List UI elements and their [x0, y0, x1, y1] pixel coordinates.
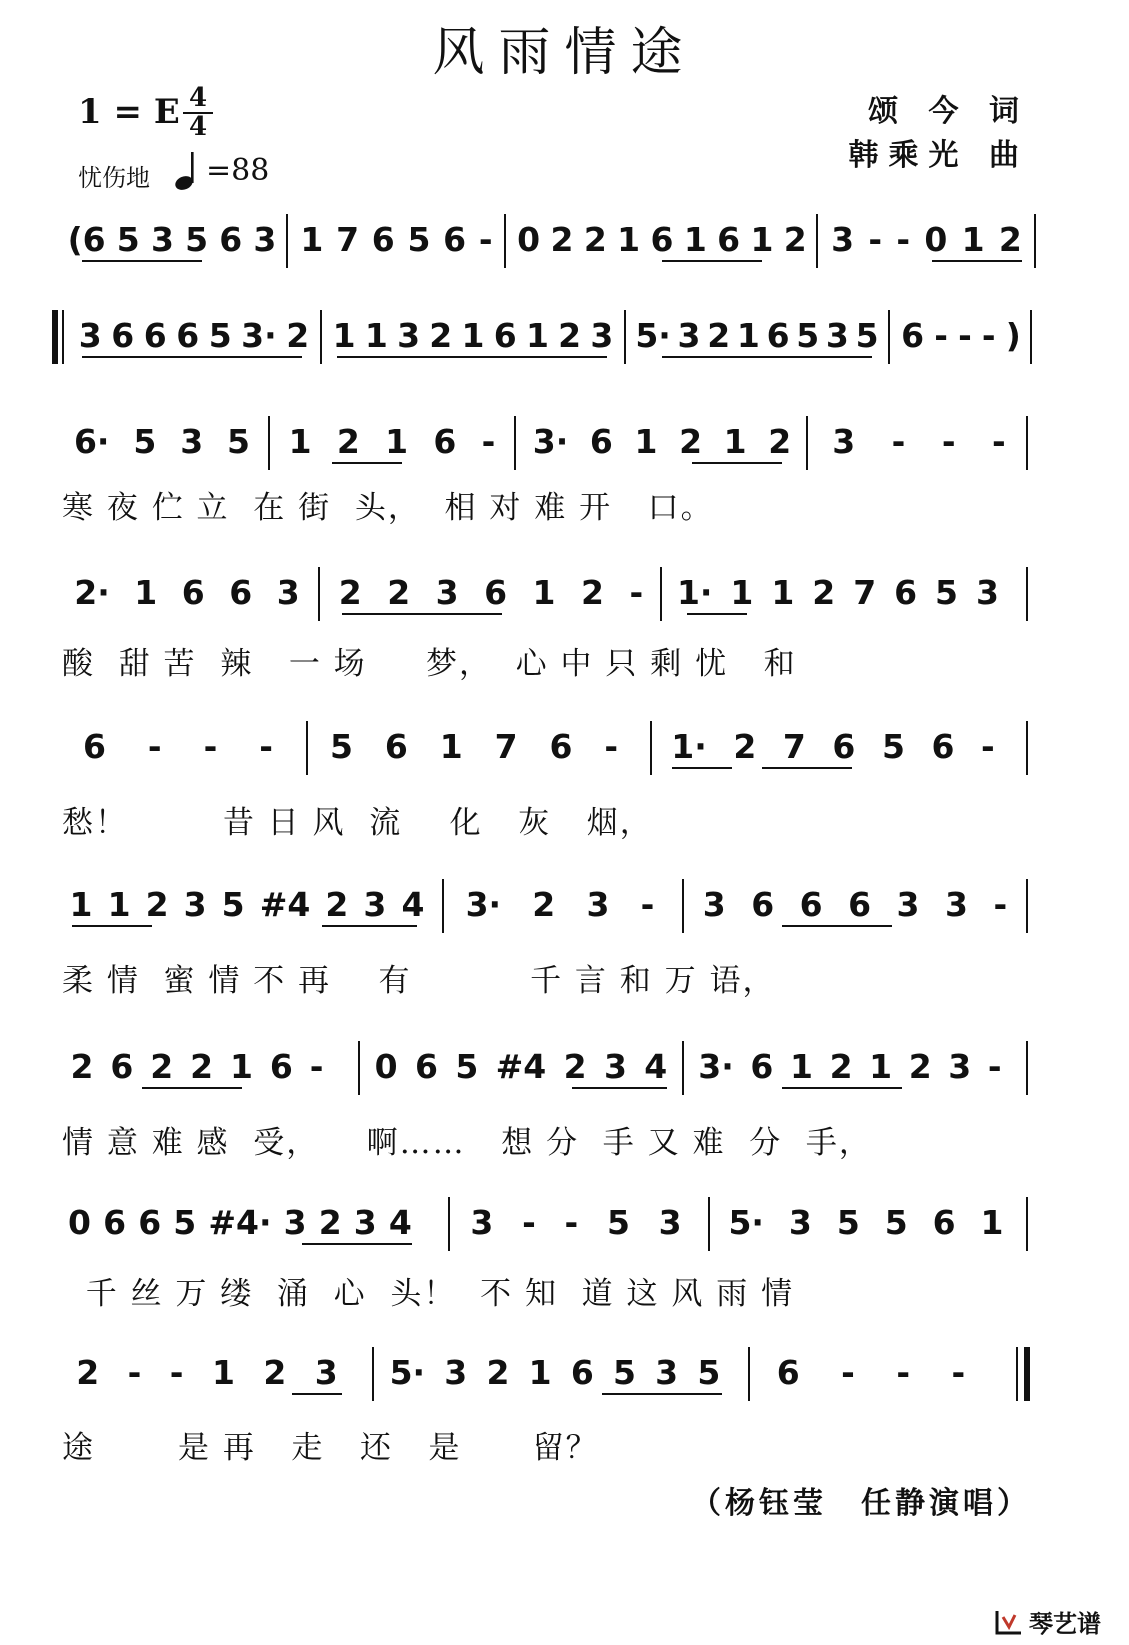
measure — [62, 571, 312, 615]
page-title: 风雨情途 — [432, 23, 697, 83]
measure — [62, 218, 282, 262]
note: 6 — [570, 1353, 594, 1392]
note: 1 — [723, 422, 747, 461]
note: 5 — [208, 316, 232, 355]
note: 3 — [353, 1203, 377, 1242]
bar-line — [1026, 416, 1028, 470]
measure — [328, 314, 618, 358]
note: 7 — [853, 573, 877, 612]
note: - — [868, 220, 883, 259]
bar-line — [268, 416, 270, 470]
note: 1 — [134, 573, 158, 612]
measure — [62, 725, 294, 769]
note: 6 — [894, 573, 918, 612]
lyric-line: 途 是 再 走 还 是 留？ — [62, 1430, 599, 1466]
note: 1 — [69, 885, 93, 924]
note: 5 — [329, 727, 353, 766]
score-row-6 — [62, 875, 1042, 935]
measure — [62, 1045, 332, 1089]
note: 6 — [111, 316, 135, 355]
measure — [896, 314, 1026, 358]
note: 4 — [401, 885, 425, 924]
note: 6 — [776, 1353, 800, 1392]
bar-line — [62, 310, 64, 364]
note: 2 — [486, 1353, 510, 1392]
note: - — [941, 422, 956, 461]
measure — [824, 218, 1029, 262]
measure — [668, 571, 1008, 615]
note: 5 — [697, 1353, 721, 1392]
note: 3 — [78, 316, 102, 355]
note: - — [629, 573, 644, 612]
bar-line — [650, 721, 652, 775]
note: 1 — [364, 316, 388, 355]
note: 3 — [314, 1353, 338, 1392]
note: 6 — [799, 885, 823, 924]
note: 2 — [318, 1203, 342, 1242]
measure — [380, 1351, 730, 1395]
measure — [62, 883, 432, 927]
note: 6 — [371, 220, 395, 259]
tempo-mark: =88 — [206, 153, 270, 188]
note: - — [891, 422, 906, 461]
score-row-9 — [62, 1343, 1042, 1403]
note: 1· — [676, 573, 713, 612]
note: 5· — [389, 1353, 426, 1392]
score-row-8 — [62, 1193, 1042, 1253]
note: 3 — [975, 573, 999, 612]
note: #4· — [208, 1203, 272, 1242]
measure — [522, 420, 802, 464]
note: 4 — [388, 1203, 412, 1242]
note: 1 — [617, 220, 641, 259]
note: 5· — [728, 1203, 764, 1242]
note: 1 — [750, 220, 774, 259]
note: #4 — [495, 1047, 547, 1086]
note: - — [604, 727, 619, 766]
note: 3 — [180, 422, 204, 461]
note: 3 — [677, 316, 701, 355]
note: 1 — [461, 316, 485, 355]
note: 6 — [219, 220, 243, 259]
note: 6 — [751, 885, 775, 924]
measure — [74, 314, 314, 358]
note: 0 — [374, 1047, 398, 1086]
note: 6 — [143, 316, 167, 355]
note: 5 — [133, 422, 157, 461]
score-row-3 — [62, 412, 1042, 472]
note: 3 — [276, 573, 300, 612]
bar-line — [1034, 214, 1036, 268]
note: - — [127, 1353, 142, 1392]
note: 2 — [263, 1353, 287, 1392]
score-row-5 — [62, 717, 1042, 777]
note: 5 — [407, 220, 431, 259]
repeat-start-bar — [52, 310, 58, 364]
bar-line — [748, 1347, 750, 1401]
bar-line — [660, 567, 662, 621]
measure — [512, 218, 812, 262]
bar-line — [682, 1041, 684, 1095]
measure — [456, 1201, 696, 1245]
note: 6 — [484, 573, 508, 612]
note: - — [958, 316, 972, 355]
note: 6 — [766, 316, 790, 355]
note: 3· — [532, 422, 569, 461]
note: 3 — [586, 885, 610, 924]
measure — [276, 420, 508, 464]
bar-line — [1016, 1347, 1018, 1401]
note: 3 — [590, 316, 614, 355]
note: 6 — [181, 573, 205, 612]
bar-line — [286, 214, 288, 268]
note: 6 — [589, 422, 613, 461]
note: - — [981, 316, 996, 355]
note: #4 — [259, 885, 311, 924]
note: 3· — [241, 316, 277, 355]
note: 5 — [612, 1353, 636, 1392]
note: 2 — [563, 1047, 587, 1086]
note: 1 — [332, 316, 356, 355]
note: 1 — [532, 573, 556, 612]
lyricist-credit: 颂 今 词 — [868, 94, 1029, 129]
note: 0 — [517, 220, 541, 259]
measure — [326, 571, 656, 615]
note: 6 — [932, 1203, 956, 1242]
note: 2 — [190, 1047, 214, 1086]
score-row-2 — [62, 306, 1042, 366]
note: 5 — [855, 316, 879, 355]
bar-line — [1026, 1197, 1028, 1251]
note: 5 — [796, 316, 820, 355]
note: - — [147, 727, 162, 766]
note: 3 — [363, 885, 387, 924]
bar-line — [514, 416, 516, 470]
note: 2 — [286, 316, 310, 355]
note: 2 — [532, 885, 556, 924]
note: - — [478, 220, 493, 259]
note: - — [309, 1047, 324, 1086]
note: - — [981, 727, 995, 766]
measure — [314, 725, 634, 769]
note: - — [993, 885, 1008, 924]
note: 2 — [768, 422, 792, 461]
note: 7 — [494, 727, 518, 766]
time-signature-top: 4 — [188, 83, 208, 113]
note: 5 — [227, 422, 251, 461]
bar-line — [806, 416, 808, 470]
note: 6 — [176, 316, 200, 355]
note: 3 — [788, 1203, 812, 1242]
note: 3 — [655, 1353, 679, 1392]
note: - — [522, 1203, 536, 1242]
note: 1 — [980, 1203, 1004, 1242]
note: 5 — [881, 727, 905, 766]
note: 2 — [829, 1047, 853, 1086]
note: 2 — [998, 220, 1022, 259]
note: 6 — [82, 727, 106, 766]
note: 2 — [336, 422, 360, 461]
bar-line — [1026, 1041, 1028, 1095]
note: 7 — [782, 727, 806, 766]
note: - — [259, 727, 273, 766]
note: 5 — [185, 220, 209, 259]
note: 2 — [325, 885, 349, 924]
note: - — [896, 1353, 911, 1392]
note: 3 — [183, 885, 207, 924]
expression-mark: 忧伤地 — [78, 164, 150, 192]
note: 6 — [384, 727, 408, 766]
note: 1 — [528, 1353, 552, 1392]
note: 6 — [138, 1203, 162, 1242]
note: 6 — [832, 727, 856, 766]
note: 3 — [283, 1203, 307, 1242]
bar-line — [306, 721, 308, 775]
note: 2 — [550, 220, 574, 259]
note: 5 — [455, 1047, 479, 1086]
note: 6 — [750, 1047, 774, 1086]
note: - — [934, 316, 948, 355]
note: 2 — [558, 316, 582, 355]
note: - — [640, 885, 655, 924]
note: 5 — [606, 1203, 630, 1242]
bar-line — [816, 214, 818, 268]
note: 3 — [896, 885, 920, 924]
lyric-line: 柔 情 蜜 情 不 再 有 千 言 和 万 语， — [62, 963, 776, 999]
note: 6 — [433, 422, 457, 461]
note: 6 — [443, 220, 467, 259]
bar-line — [504, 214, 506, 268]
note: 6 — [931, 727, 955, 766]
note: 3 — [253, 220, 277, 259]
note: - — [992, 422, 1006, 461]
bar-line — [358, 1041, 360, 1095]
bar-line — [682, 879, 684, 933]
note: 1 — [439, 727, 463, 766]
quarter-note-icon — [172, 148, 206, 192]
note: 2 — [733, 727, 757, 766]
note: 3· — [698, 1047, 734, 1086]
measure — [62, 1201, 418, 1245]
bar-line — [888, 310, 890, 364]
note: 3 — [470, 1203, 494, 1242]
note: - — [481, 422, 496, 461]
note: 7 — [336, 220, 360, 259]
note: 3 — [444, 1353, 468, 1392]
note: 2 — [145, 885, 169, 924]
note: 3 — [831, 220, 855, 259]
note: 1 — [869, 1047, 893, 1086]
time-signature-bottom: 4 — [188, 112, 208, 142]
final-bar — [1024, 1347, 1030, 1401]
note: 6 — [269, 1047, 293, 1086]
note: 5· — [635, 316, 671, 355]
bar-line — [318, 567, 320, 621]
note: 5 — [221, 885, 245, 924]
measure — [716, 1201, 1016, 1245]
measure — [690, 1045, 1010, 1089]
note: 2 — [338, 573, 362, 612]
note: 3 — [832, 422, 856, 461]
piano-logo-icon — [995, 1609, 1025, 1635]
note: 2· — [74, 573, 110, 612]
key-signature: 1 = E — [78, 92, 180, 132]
note: 6 — [901, 316, 925, 355]
measure — [294, 218, 499, 262]
note: 2 — [70, 1047, 94, 1086]
note: 1 — [961, 220, 985, 259]
note: 2 — [583, 220, 607, 259]
note: 5 — [935, 573, 958, 612]
note: 3 — [435, 573, 459, 612]
note: 1 — [107, 885, 131, 924]
note: 0 — [924, 220, 948, 259]
note: 2 — [581, 573, 604, 612]
bar-line — [708, 1197, 710, 1251]
bar-line — [442, 879, 444, 933]
note: 1 — [385, 422, 409, 461]
score-row-7 — [62, 1037, 1042, 1097]
note: 6 — [493, 316, 517, 355]
lyric-line: 愁！ 昔 日 风 流 化 灰 烟， — [62, 805, 653, 841]
note: - — [169, 1353, 184, 1392]
note: 6 — [717, 220, 741, 259]
measure — [658, 725, 1008, 769]
measure — [450, 883, 670, 927]
measure — [366, 1045, 676, 1089]
note: 6 — [415, 1047, 438, 1086]
bar-line — [1026, 567, 1028, 621]
note: 1 — [736, 316, 760, 355]
note: 1 — [634, 422, 658, 461]
note: 1 — [730, 573, 754, 612]
bar-line — [1026, 879, 1028, 933]
note: - — [951, 1353, 966, 1392]
note: 0 — [68, 1203, 92, 1242]
note: - — [564, 1203, 579, 1242]
note: 2 — [783, 220, 807, 259]
score-row-1 — [62, 210, 1042, 270]
lyric-line: 情 意 难 感 受， 啊…… 想 分 手 又 难 分 手， — [62, 1125, 872, 1161]
note: 3· — [465, 885, 502, 924]
bar-line — [1030, 310, 1032, 364]
note: 2 — [150, 1047, 174, 1086]
note: ) — [1005, 316, 1021, 355]
note: 2 — [76, 1353, 100, 1392]
note: 6 — [229, 573, 253, 612]
note: 3 — [825, 316, 849, 355]
note: 2 — [429, 316, 453, 355]
note: 3 — [945, 885, 968, 924]
measure — [62, 1351, 352, 1395]
note: 6 — [103, 1203, 127, 1242]
note: 2 — [387, 573, 411, 612]
measure — [690, 883, 1020, 927]
lyric-line: 千 丝 万 缕 涌 心 头！ 不 知 道 这 风 雨 情 — [62, 1276, 795, 1312]
note: (6 — [67, 220, 106, 259]
note: 5 — [836, 1203, 860, 1242]
lyric-line: 寒 夜 伫 立 在 街 头， 相 对 难 开 口。 — [62, 490, 714, 526]
bar-line — [448, 1197, 450, 1251]
note: 6 — [110, 1047, 134, 1086]
watermark-logo — [995, 1604, 1101, 1639]
measure — [62, 420, 262, 464]
bar-line — [624, 310, 626, 364]
note: 6 — [650, 220, 674, 259]
lyric-line: 酸 甜 苦 辣 一 场 梦， 心 中 只 剩 忧 和 — [62, 646, 797, 682]
note: 3 — [948, 1047, 972, 1086]
bar-line — [320, 310, 322, 364]
note: 3 — [658, 1203, 682, 1242]
note: 4 — [644, 1047, 668, 1086]
note: 3 — [603, 1047, 627, 1086]
bar-line — [1026, 721, 1028, 775]
note: 5 — [173, 1203, 197, 1242]
note: 3 — [702, 885, 726, 924]
note: 6 — [549, 727, 573, 766]
note: - — [896, 220, 911, 259]
note: 1 — [525, 316, 549, 355]
measure — [632, 314, 882, 358]
note: 6 — [848, 885, 872, 924]
note: 1 — [230, 1047, 253, 1086]
time-signature — [183, 83, 213, 142]
note: 3 — [397, 316, 421, 355]
note: 2 — [908, 1047, 932, 1086]
note: 1 — [771, 573, 795, 612]
note: 2 — [679, 422, 703, 461]
note: 2 — [707, 316, 731, 355]
note: - — [841, 1353, 855, 1392]
watermark-text: 琴艺谱 — [1029, 1610, 1101, 1638]
note: 5 — [884, 1203, 908, 1242]
measure — [756, 1351, 986, 1395]
measure — [814, 420, 1024, 464]
note: 3 — [150, 220, 174, 259]
note: 6· — [73, 422, 110, 461]
note: 1 — [211, 1353, 235, 1392]
note: 1 — [288, 422, 312, 461]
note: 1 — [683, 220, 707, 259]
bar-line — [372, 1347, 374, 1401]
note: - — [203, 727, 218, 766]
composer-credit: 韩乘光 曲 — [848, 138, 1029, 173]
note: 5 — [116, 220, 140, 259]
score-row-4 — [62, 563, 1042, 623]
note: - — [987, 1047, 1002, 1086]
note: 2 — [812, 573, 836, 612]
note: 1· — [671, 727, 707, 766]
note: 1 — [789, 1047, 813, 1086]
note: 1 — [300, 220, 324, 259]
performers-credit: （杨钰莹 任静演唱） — [691, 1486, 1031, 1521]
